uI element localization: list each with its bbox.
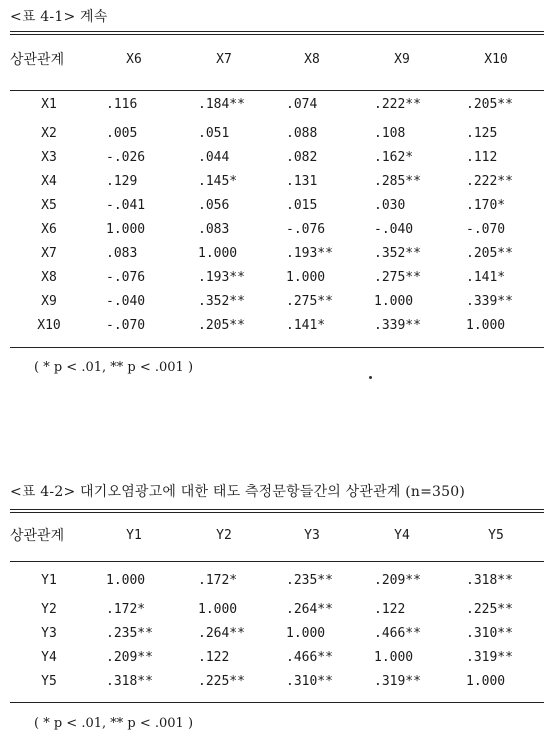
correlation-cell: .129 xyxy=(106,174,138,189)
row-label: X2 xyxy=(41,126,57,141)
table2-bottom-rule xyxy=(10,702,544,703)
table2-caption: <표 4-2> 대기오염광고에 대한 태도 측정문항들간의 상관관계 (n=350) xyxy=(10,484,466,500)
table-row xyxy=(10,146,544,170)
correlation-cell: .141* xyxy=(286,318,326,333)
row-label: X4 xyxy=(41,174,57,189)
row-label: X6 xyxy=(41,222,57,237)
correlation-cell: .112 xyxy=(466,150,498,165)
correlation-cell: .319** xyxy=(374,674,421,689)
correlation-cell: .044 xyxy=(198,150,230,165)
correlation-cell: .275** xyxy=(286,294,333,309)
correlation-cell: .015 xyxy=(286,198,318,213)
table2-top-rule xyxy=(10,509,544,510)
correlation-cell: .235** xyxy=(106,626,153,641)
table2-col-header: Y4 xyxy=(394,528,410,543)
correlation-cell: 1.000 xyxy=(198,602,238,617)
correlation-cell: .145* xyxy=(198,174,238,189)
row-label: X9 xyxy=(41,294,57,309)
correlation-cell: .125 xyxy=(466,126,498,141)
correlation-cell: 1.000 xyxy=(374,650,414,665)
table2-col-header: Y3 xyxy=(304,528,320,543)
table-row xyxy=(10,622,544,646)
correlation-cell: .088 xyxy=(286,126,318,141)
table1-col-header: X9 xyxy=(394,52,410,67)
correlation-cell: .339** xyxy=(466,294,513,309)
correlation-cell: -.070 xyxy=(106,318,146,333)
correlation-cell: .131 xyxy=(286,174,318,189)
correlation-cell: .222** xyxy=(466,174,513,189)
row-label: X5 xyxy=(41,198,57,213)
correlation-cell: -.040 xyxy=(106,294,146,309)
correlation-cell: .170* xyxy=(466,198,506,213)
table-row xyxy=(10,170,544,194)
correlation-cell: 1.000 xyxy=(374,294,414,309)
table-row xyxy=(10,314,544,338)
correlation-cell: .275** xyxy=(374,270,421,285)
correlation-cell: .318** xyxy=(106,674,153,689)
correlation-cell: 1.000 xyxy=(466,318,506,333)
table1-top-rule xyxy=(10,31,544,32)
correlation-cell: .193** xyxy=(286,246,333,261)
table1-corner-label: 상관관계 xyxy=(10,52,65,68)
correlation-cell: .264** xyxy=(286,602,333,617)
correlation-cell: 1.000 xyxy=(106,573,146,588)
correlation-cell: .172* xyxy=(198,573,238,588)
row-label: X10 xyxy=(37,318,61,333)
table-row xyxy=(10,122,544,146)
correlation-cell: 1.000 xyxy=(466,674,506,689)
correlation-cell: .005 xyxy=(106,126,138,141)
table2-header-rule xyxy=(10,561,544,562)
correlation-cell: .141* xyxy=(466,270,506,285)
correlation-cell: .235** xyxy=(286,573,333,588)
table1-col-header: X8 xyxy=(304,52,320,67)
table-row xyxy=(10,670,544,694)
correlation-cell: .339** xyxy=(374,318,421,333)
correlation-cell: .264** xyxy=(198,626,245,641)
table-row xyxy=(10,194,544,218)
row-label: X8 xyxy=(41,270,57,285)
table-row xyxy=(10,290,544,314)
correlation-cell: .083 xyxy=(106,246,138,261)
correlation-cell: .285** xyxy=(374,174,421,189)
correlation-cell: .205** xyxy=(466,246,513,261)
correlation-cell: .466** xyxy=(286,650,333,665)
correlation-cell: 1.000 xyxy=(286,270,326,285)
table1-significance-note: ( * p < .01, ** p < .001 ) xyxy=(34,360,194,375)
correlation-cell: .074 xyxy=(286,97,318,112)
correlation-cell: .193** xyxy=(198,270,245,285)
correlation-cell: -.076 xyxy=(106,270,146,285)
correlation-cell: .318** xyxy=(466,573,513,588)
correlation-cell: .310** xyxy=(286,674,333,689)
correlation-cell: 1.000 xyxy=(286,626,326,641)
correlation-cell: .222** xyxy=(374,97,421,112)
correlation-cell: .310** xyxy=(466,626,513,641)
table2-col-header: Y2 xyxy=(216,528,232,543)
table1 xyxy=(10,42,544,338)
correlation-cell: .352** xyxy=(198,294,245,309)
correlation-cell: .030 xyxy=(374,198,406,213)
correlation-cell: .205** xyxy=(198,318,245,333)
table-row xyxy=(10,78,544,122)
correlation-cell: -.026 xyxy=(106,150,146,165)
correlation-cell: .319** xyxy=(466,650,513,665)
row-label: X1 xyxy=(41,97,57,112)
table1-col-header: X7 xyxy=(216,52,232,67)
correlation-cell: .466** xyxy=(374,626,421,641)
correlation-cell: .209** xyxy=(374,573,421,588)
correlation-cell: .172* xyxy=(106,602,146,617)
scan-speck xyxy=(369,376,372,379)
correlation-cell: -.040 xyxy=(374,222,414,237)
table2-col-header: Y1 xyxy=(126,528,142,543)
correlation-cell: .108 xyxy=(374,126,406,141)
row-label: Y1 xyxy=(41,573,57,588)
correlation-cell: .205** xyxy=(466,97,513,112)
table1-header-row xyxy=(10,42,544,78)
table1-col-header: X6 xyxy=(126,52,142,67)
table1-header-rule xyxy=(10,90,544,91)
table2-col-header: Y5 xyxy=(488,528,504,543)
correlation-cell: .051 xyxy=(198,126,230,141)
correlation-cell: -.041 xyxy=(106,198,146,213)
table2-header-row xyxy=(10,518,544,554)
table-row xyxy=(10,598,544,622)
correlation-cell: .122 xyxy=(198,650,230,665)
correlation-cell: .116 xyxy=(106,97,138,112)
correlation-cell: -.076 xyxy=(286,222,326,237)
correlation-cell: .056 xyxy=(198,198,230,213)
table1-col-header: X10 xyxy=(484,52,508,67)
table2-corner-label: 상관관계 xyxy=(10,528,65,544)
row-label: Y5 xyxy=(41,674,57,689)
table-row xyxy=(10,646,544,670)
table1-bottom-rule xyxy=(10,347,544,348)
row-label: Y2 xyxy=(41,602,57,617)
table1-caption: <표 4-1> 계속 xyxy=(10,9,108,25)
correlation-cell: .225** xyxy=(198,674,245,689)
table-row xyxy=(10,242,544,266)
table2 xyxy=(10,518,544,694)
correlation-cell: .184** xyxy=(198,97,245,112)
correlation-cell: .122 xyxy=(374,602,406,617)
table-row xyxy=(10,218,544,242)
correlation-cell: 1.000 xyxy=(106,222,146,237)
correlation-cell: .352** xyxy=(374,246,421,261)
table2-significance-note: ( * p < .01, ** p < .001 ) xyxy=(34,716,194,731)
correlation-cell: -.070 xyxy=(466,222,506,237)
correlation-cell: .082 xyxy=(286,150,318,165)
correlation-cell: .083 xyxy=(198,222,230,237)
correlation-cell: .209** xyxy=(106,650,153,665)
correlation-cell: 1.000 xyxy=(198,246,238,261)
row-label: X7 xyxy=(41,246,57,261)
correlation-cell: .162* xyxy=(374,150,414,165)
row-label: Y3 xyxy=(41,626,57,641)
table-row xyxy=(10,266,544,290)
correlation-cell: .225** xyxy=(466,602,513,617)
row-label: Y4 xyxy=(41,650,57,665)
row-label: X3 xyxy=(41,150,57,165)
